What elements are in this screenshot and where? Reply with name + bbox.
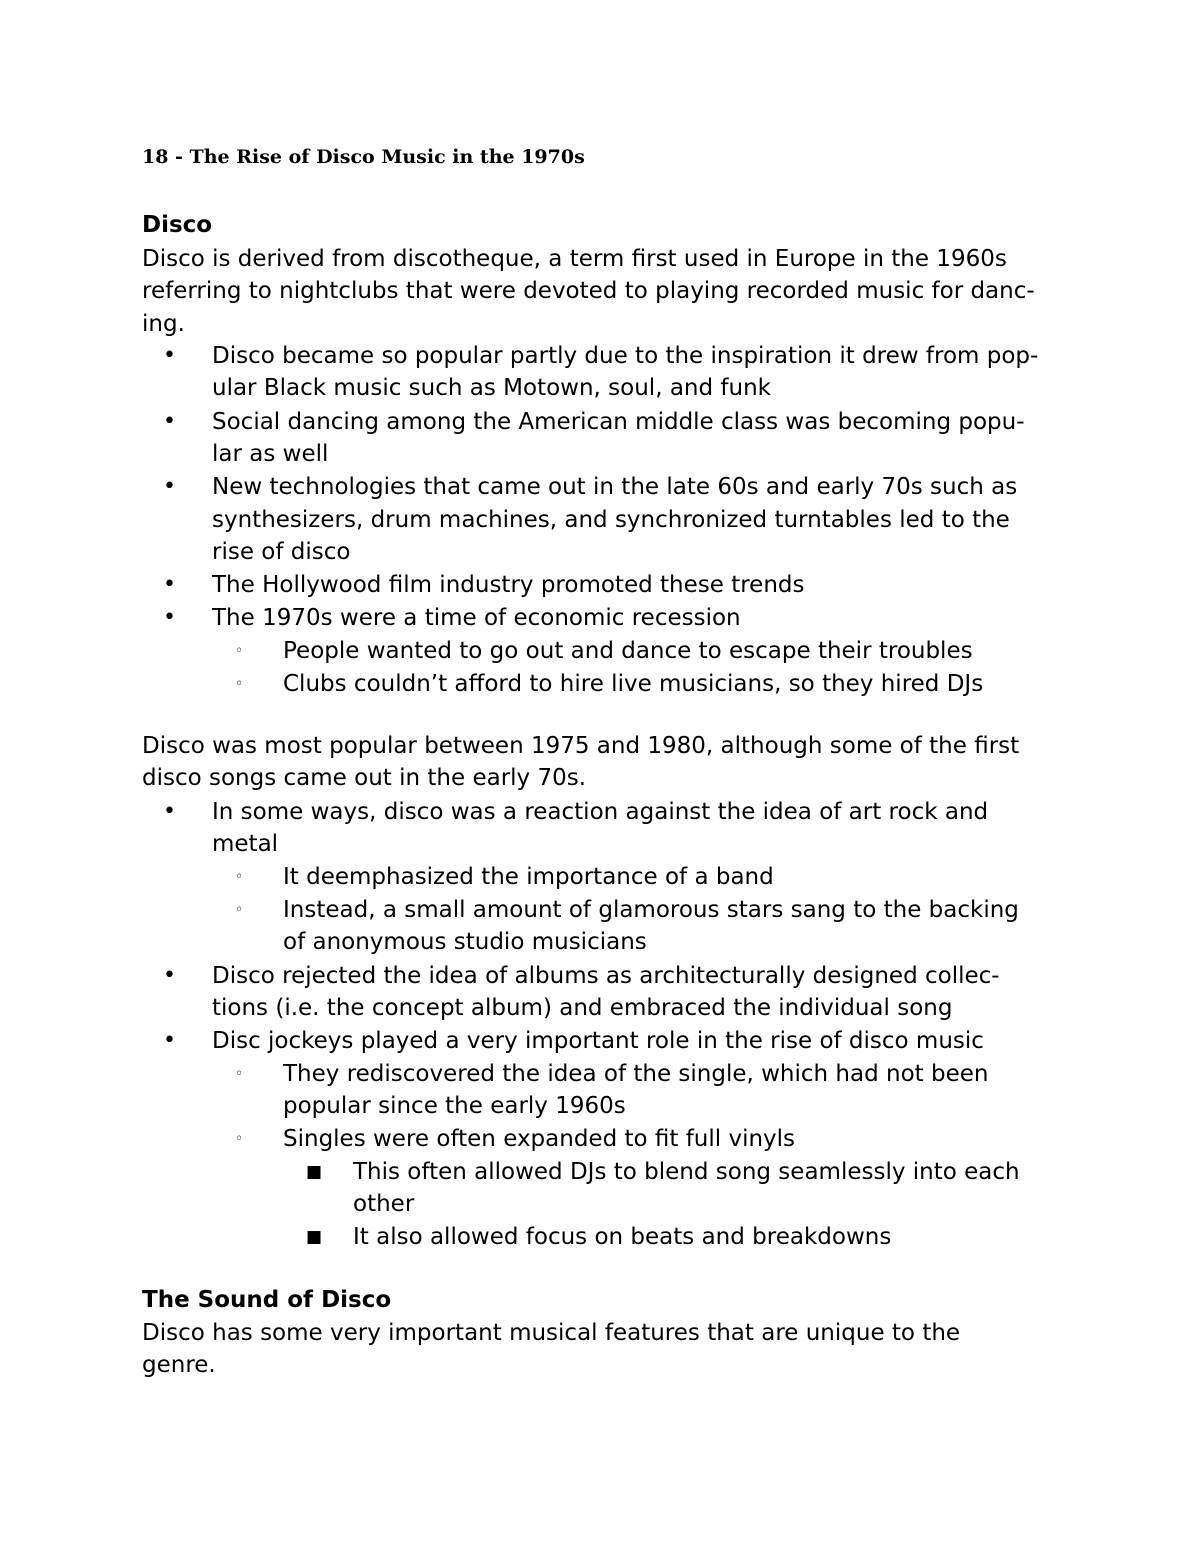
intro-line: ing. bbox=[142, 311, 185, 337]
intro-line: genre. bbox=[142, 1352, 216, 1378]
intro-line: Disco is derived from discotheque, a term first used in Europe in the 1960s bbox=[142, 246, 1007, 272]
bullet-text: metal bbox=[212, 831, 279, 857]
sub-sub-bullet-text: It also allowed focus on beats and breakdowns bbox=[353, 1224, 892, 1250]
bullet-marker: • bbox=[163, 605, 176, 630]
sub-sub-bullet-text: This often allowed DJs to blend song seamlessly into each bbox=[353, 1159, 1020, 1185]
sub-bullet-text: It deemphasized the importance of a band bbox=[283, 864, 774, 890]
sub-bullet-text: popular since the early 1960s bbox=[283, 1093, 626, 1119]
bullet-text: Disc jockeys played a very important role in the rise of disco music bbox=[212, 1028, 984, 1054]
bullet-marker: • bbox=[163, 799, 176, 824]
sub-sub-bullet-marker: ■ bbox=[306, 1162, 323, 1182]
sub-bullet-text: Singles were often expanded to fit full vinyls bbox=[283, 1126, 796, 1152]
sub-bullet-marker: ◦ bbox=[235, 676, 244, 692]
bullet-text: tions (i.e. the concept album) and embraced the individual song bbox=[212, 995, 953, 1021]
sub-bullet-text: Instead, a small amount of glamorous stars sang to the backing bbox=[283, 897, 1019, 923]
bullet-marker: • bbox=[163, 572, 176, 597]
bullet-text: The Hollywood film industry promoted these trends bbox=[212, 572, 805, 598]
section-heading-disco: Disco bbox=[142, 212, 213, 238]
sub-bullet-marker: ◦ bbox=[235, 643, 244, 659]
bullet-text: synthesizers, drum machines, and synchronized turntables led to the bbox=[212, 507, 1010, 533]
bullet-marker: • bbox=[163, 343, 176, 368]
bullet-marker: • bbox=[163, 1028, 176, 1053]
sub-bullet-marker: ◦ bbox=[235, 869, 244, 885]
bullet-text: In some ways, disco was a reaction against the idea of art rock and bbox=[212, 799, 989, 825]
bullet-text: rise of disco bbox=[212, 539, 351, 565]
sub-bullet-text: They rediscovered the idea of the single, which had not been bbox=[283, 1061, 989, 1087]
paragraph-line: Disco was most popular between 1975 and 1980, although some of the first bbox=[142, 733, 1020, 759]
bullet-marker: • bbox=[163, 963, 176, 988]
document-title: 18 - The Rise of Disco Music in the 1970s bbox=[142, 146, 585, 168]
sub-bullet-marker: ◦ bbox=[235, 902, 244, 918]
intro-line: referring to nightclubs that were devoted to playing recorded music for danc- bbox=[142, 278, 1035, 304]
bullet-text: New technologies that came out in the late 60s and early 70s such as bbox=[212, 474, 1018, 500]
bullet-text: Disco rejected the idea of albums as architecturally designed collec- bbox=[212, 963, 1000, 989]
sub-bullet-marker: ◦ bbox=[235, 1066, 244, 1082]
sub-bullet-text: People wanted to go out and dance to escape their troubles bbox=[283, 638, 973, 664]
bullet-text: The 1970s were a time of economic recession bbox=[212, 605, 741, 631]
section-heading-sound-of-disco: The Sound of Disco bbox=[142, 1287, 392, 1313]
bullet-marker: • bbox=[163, 474, 176, 499]
bullet-text: Disco became so popular partly due to the inspiration it drew from pop- bbox=[212, 343, 1039, 369]
bullet-marker: • bbox=[163, 409, 176, 434]
sub-bullet-marker: ◦ bbox=[235, 1131, 244, 1147]
intro-line: Disco has some very important musical features that are unique to the bbox=[142, 1320, 961, 1346]
bullet-text: lar as well bbox=[212, 441, 329, 467]
bullet-text: ular Black music such as Motown, soul, and funk bbox=[212, 375, 771, 401]
sub-sub-bullet-marker: ■ bbox=[306, 1227, 323, 1247]
sub-bullet-text: Clubs couldn’t afford to hire live musicians, so they hired DJs bbox=[283, 671, 984, 697]
sub-bullet-text: of anonymous studio musicians bbox=[283, 929, 647, 955]
paragraph-line: disco songs came out in the early 70s. bbox=[142, 765, 587, 791]
bullet-text: Social dancing among the American middle class was becoming popu- bbox=[212, 409, 1025, 435]
sub-sub-bullet-text: other bbox=[353, 1191, 415, 1217]
